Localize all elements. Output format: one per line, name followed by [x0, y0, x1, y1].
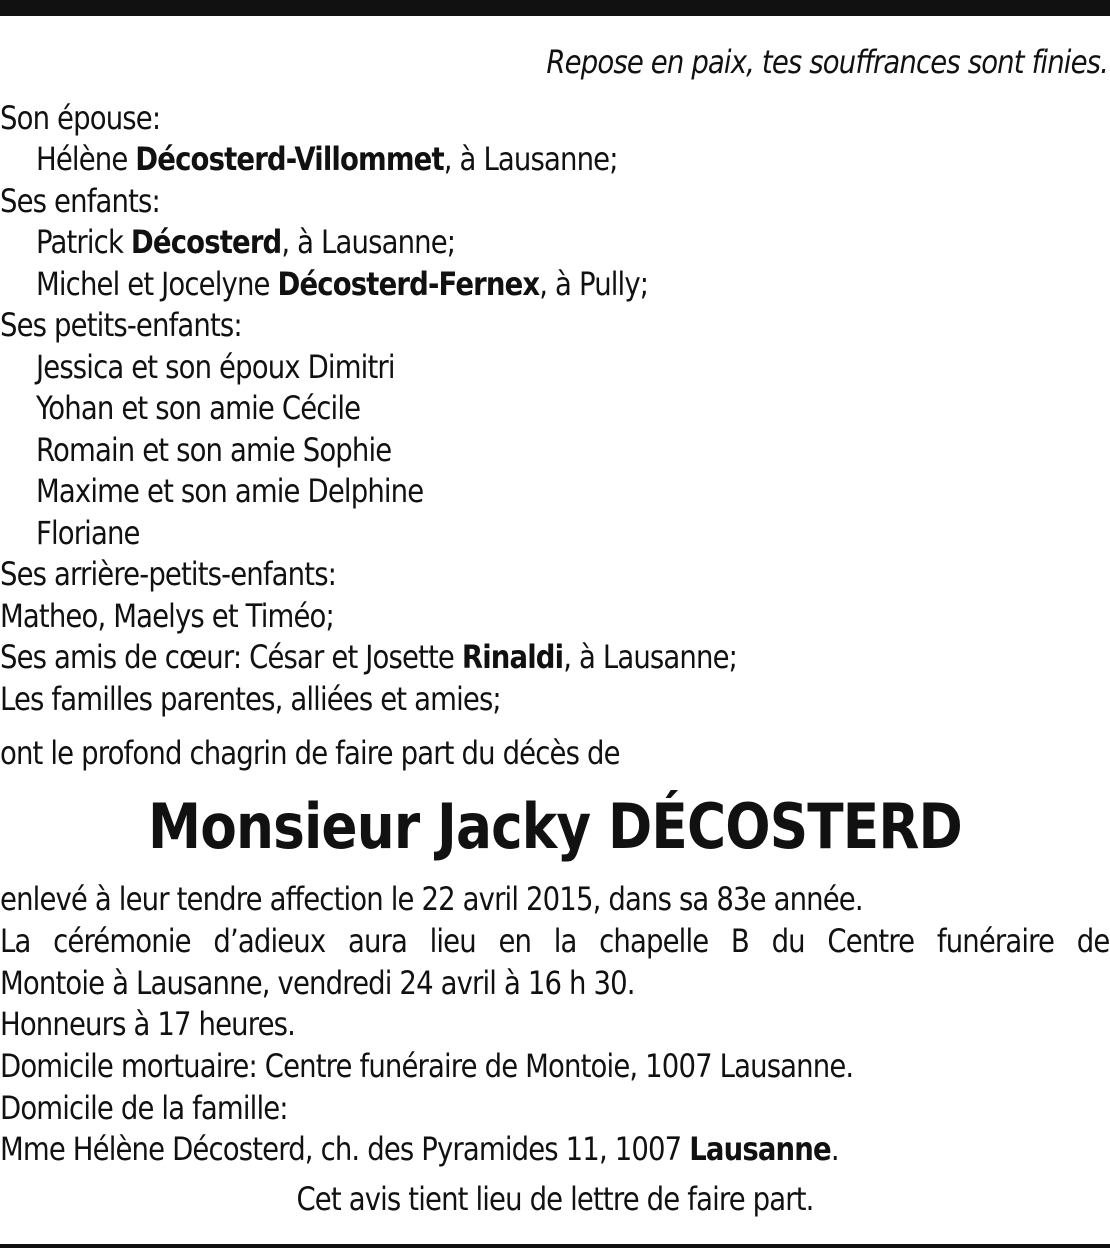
grandchild-entry: Romain et son amie Sophie — [36, 431, 392, 469]
mortuary-line: Domicile mortuaire: Centre funéraire de Montoie, 1007 Lausanne. — [0, 1047, 854, 1085]
great-grandchildren-names: Matheo, Maelys et Timéo; — [0, 597, 334, 635]
family-home-city: Lausanne — [689, 1130, 831, 1168]
grandchild-entry: Maxime et son amie Delphine — [36, 472, 424, 510]
friends-place: , à Lausanne; — [563, 638, 738, 676]
child-entry — [36, 222, 455, 262]
spouse-place: , à Lausanne; — [443, 140, 618, 178]
bottom-rule — [0, 1244, 1110, 1248]
spouse-last-name: Décosterd-Villommet — [135, 140, 444, 178]
child-last-name: Décosterd — [130, 223, 282, 261]
spouse-first-name: Hélène — [36, 140, 128, 178]
family-home-heading: Domicile de la famille: — [0, 1089, 288, 1127]
children-heading: Ses enfants: — [0, 182, 160, 220]
closing-line: Cet avis tient lieu de lettre de faire part. — [296, 1180, 814, 1218]
family-home-end: . — [830, 1130, 839, 1168]
spouse-heading: Son épouse: — [0, 99, 161, 137]
spouse-entry — [36, 139, 618, 179]
grandchild-entry: Yohan et son amie Cécile — [36, 389, 361, 427]
friends-prefix: Ses amis de cœur: César et Josette — [0, 638, 454, 676]
top-rule — [0, 0, 1110, 16]
great-grandchildren-heading: Ses arrière-petits-enfants: — [0, 555, 337, 593]
friends-entry — [0, 637, 737, 677]
families-line: Les familles parentes, alliées et amies; — [0, 680, 501, 718]
child-first-name: Patrick — [36, 223, 124, 261]
child-last-name: Décosterd-Fernex — [277, 265, 540, 303]
honours-line: Honneurs à 17 heures. — [0, 1005, 296, 1043]
friends-last-name: Rinaldi — [461, 638, 564, 676]
family-home-address — [0, 1129, 839, 1169]
death-details: enlevé à leur tendre affection le 22 avril 2015, dans sa 83e année. — [0, 880, 863, 918]
deceased-name: Monsieur Jacky DÉCOSTERD — [148, 790, 962, 863]
child-place: , à Pully; — [539, 265, 649, 303]
grandchild-entry: Jessica et son époux Dimitri — [36, 348, 395, 386]
grandchild-entry: Floriane — [36, 514, 140, 552]
ceremony-line-2: Montoie à Lausanne, vendredi 24 avril à 16 h 30. — [0, 964, 635, 1002]
child-place: , à Lausanne; — [281, 223, 456, 261]
grandchildren-heading: Ses petits-enfants: — [0, 306, 242, 344]
child-entry — [36, 264, 648, 304]
child-first-name: Michel et Jocelyne — [36, 265, 270, 303]
motto: Repose en paix, tes souffrances sont finies. — [546, 43, 1108, 81]
announcement: ont le profond chagrin de faire part du décès de — [0, 734, 620, 772]
family-home-street: Mme Hélène Décosterd, ch. des Pyramides 11, 1007 — [0, 1130, 682, 1168]
ceremony-line-1: La cérémonie d’adieux aura lieu en la chapelle B du Centre funéraire de — [0, 922, 1110, 960]
